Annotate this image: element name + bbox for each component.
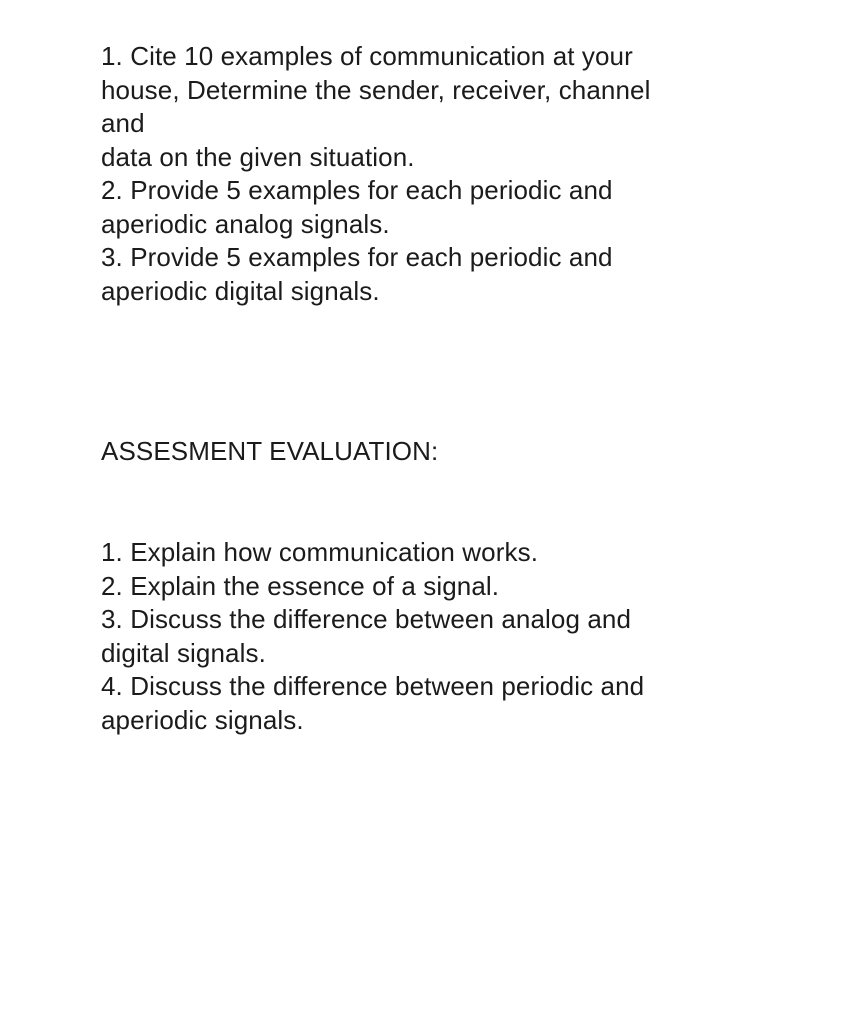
assessment-line: digital signals. (101, 637, 266, 668)
activity-line: house, Determine the sender, receiver, channel (101, 74, 651, 105)
activity-line: data on the given situation. (101, 141, 415, 172)
activity-line: aperiodic analog signals. (101, 208, 390, 239)
assessment-line: aperiodic signals. (101, 704, 304, 735)
document-content (101, 40, 821, 737)
assessment-list (101, 536, 821, 737)
activity-line: aperiodic digital signals. (101, 275, 380, 306)
assessment-line: 4. Discuss the difference between periodic and (101, 671, 645, 701)
assessment-heading: ASSESMENT EVALUATION: (101, 436, 439, 466)
activity-line: and (101, 108, 145, 138)
activity-line: 2. Provide 5 examples for each periodic and (101, 175, 613, 205)
assessment-line: 3. Discuss the difference between analog and (101, 604, 632, 634)
activity-line: 3. Provide 5 examples for each periodic and (101, 242, 613, 272)
activity-list (101, 40, 821, 308)
activity-line: 1. Cite 10 examples of communication at your (101, 41, 633, 71)
assessment-line: 1. Explain how communication works. (101, 537, 539, 567)
assessment-line: 2. Explain the essence of a signal. (101, 570, 500, 601)
